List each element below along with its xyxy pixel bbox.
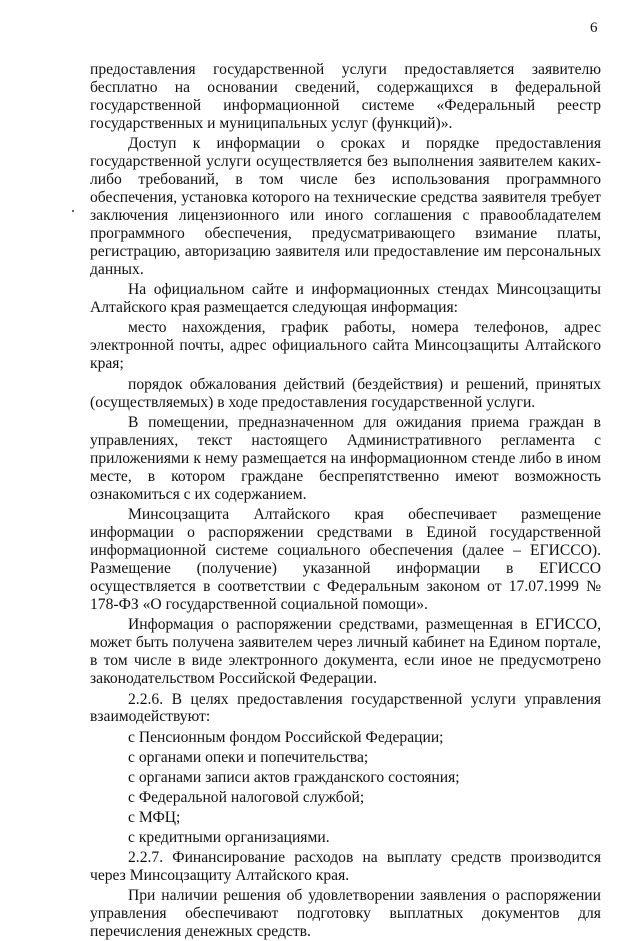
paragraph-access-info: Доступ к информации о сроках и порядке предоставления государственной услуги осуществляется без выполнения заявителем каких-либо требований, в том числе без использования программного обеспечения, установка которого на технические средства заявителя требует заключения лицензионного или иного соглашения с правообладателем программного обеспечения, предусматривающего взимание платы, регистрацию, авторизацию заявителя или предоставление им персональных данных.	[90, 135, 601, 278]
paragraph-payment-documents: При наличии решения об удовлетворении заявления о распоряжении управления обеспечивают подготовку выплатных документов для перечисления денежных средств.	[90, 887, 601, 941]
paragraph-egisso-access: Информация о распоряжении средствами, размещенная в ЕГИССО, может быть получена заявителем через личный кабинет на Едином портале, в том числе в виде электронного документа, если иное не предусмотрено законодательством Российской Федерации.	[90, 616, 601, 688]
paragraph-section-2-2-7: 2.2.7. Финансирование расходов на выплату средств производится через Минсоцзащиту Алтайского края.	[90, 849, 601, 884]
margin-mark	[72, 210, 74, 212]
list-item-credit-organizations: с кредитными организациями.	[128, 828, 330, 846]
list-item-appeal-procedure: порядок обжалования действий (бездействия) и решений, принятых (осуществляемых) в ходе предоставления государственной услуги.	[90, 375, 601, 411]
paragraph-website-info: На официальном сайте и информационных стендах Минсоцзащиты Алтайского края размещается следующая информация:	[90, 281, 601, 316]
list-item-pension-fund: с Пенсионным фондом Российской Федерации;	[128, 728, 444, 746]
list-item-mfc: с МФЦ;	[128, 808, 181, 826]
paragraph-continuation: предоставления государственной услуги предоставляется заявителю бесплатно на основании сведений, содержащихся в федеральной государственной информационной системе «Федеральный реестр государственных и муниципальных услуг (функций)».	[90, 61, 601, 132]
list-item-guardianship: с органами опеки и попечительства;	[128, 748, 369, 766]
paragraph-waiting-room: В помещении, предназначенном для ожидания приема граждан в управлениях, текст настоящего Административного регламента с приложениями к нему размещается на информационном стенде либо в ином месте, в котором граждане беспрепятственно имеют возможность ознакомиться с их содержанием.	[90, 414, 601, 503]
paragraph-section-2-2-6: 2.2.6. В целях предоставления государственной услуги управления взаимодействуют:	[90, 690, 601, 726]
list-item-tax-service: с Федеральной налоговой службой;	[128, 788, 365, 806]
page-number: 6	[590, 20, 598, 36]
paragraph-egisso: Минсоцзащита Алтайского края обеспечивает размещение информации о распоряжении средствами в Единой государственной информационной системе социального обеспечения (далее – ЕГИССО). Размещение (получение) указанной информации в ЕГИССО осуществляется в соответствии с Федеральным законом от 17.07.1999 № 178-ФЗ «О государственной социальной помощи».	[90, 506, 601, 613]
document-body	[90, 61, 601, 941]
list-item-civil-registry: с органами записи актов гражданского состояния;	[128, 768, 460, 786]
list-item-location: место нахождения, график работы, номера телефонов, адрес электронной почты, адрес официального сайта Минсоцзащиты Алтайского края;	[90, 319, 601, 373]
